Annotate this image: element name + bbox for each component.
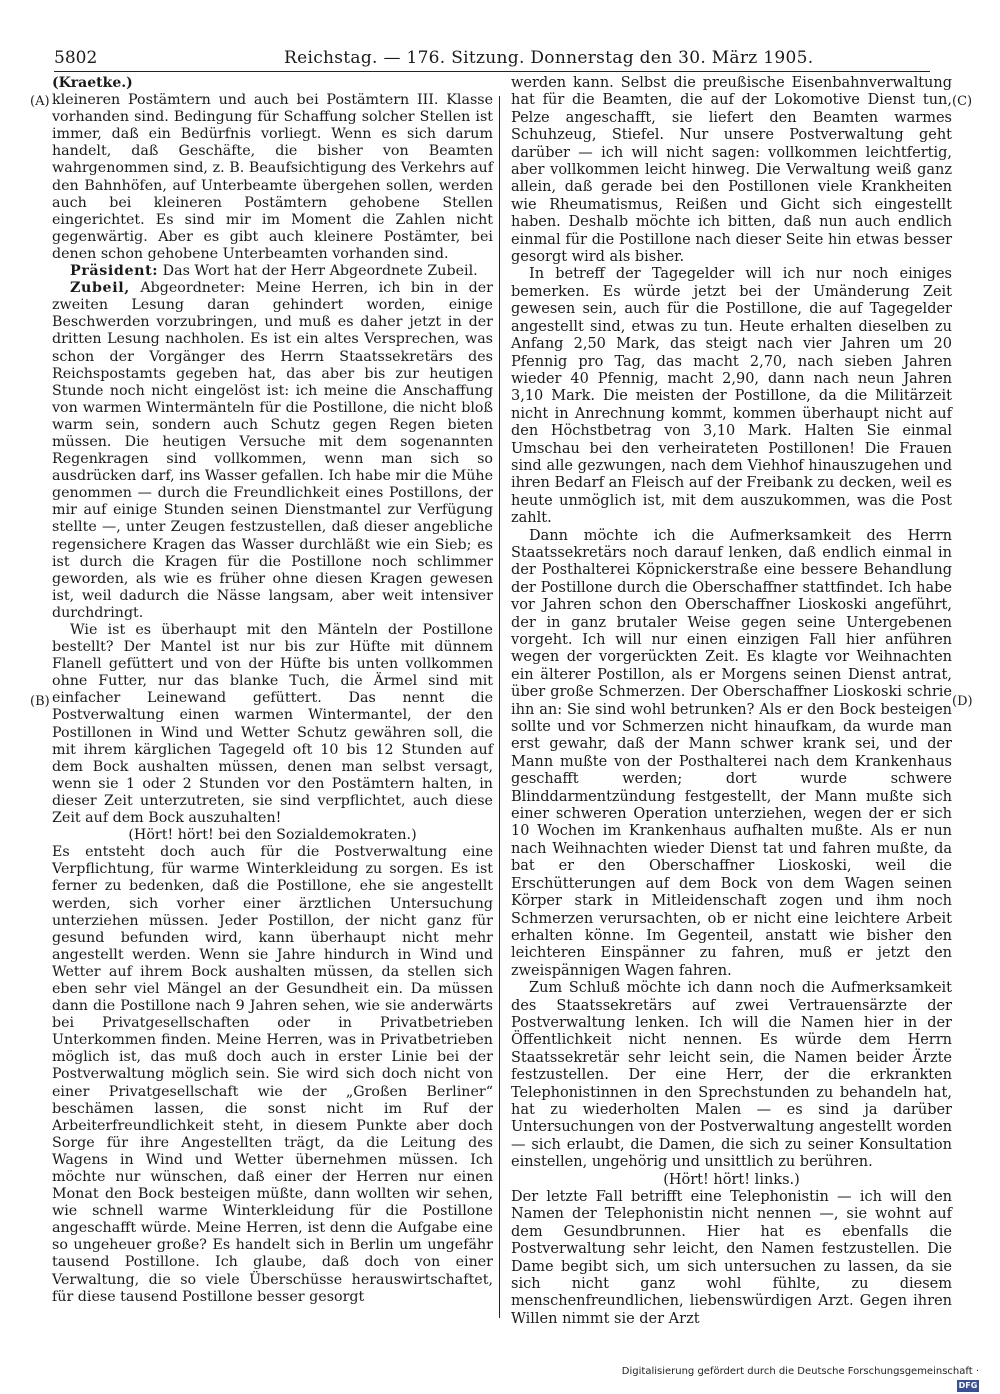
paragraph: Zum Schluß möchte ich dann noch die Aufmerksamkeit des Staatssekretärs auf zwei Vertrauensärzte der Postverwaltung lenken. Ich will die Namen hier in der Öffentlichkeit nicht nennen. Es würde dem Herrn Staatssekretär sehr leicht sein, die Namen beider Ärzte festzustellen. Der eine Herr, der die erkrankten Telephonistinnen in den Sprechstunden zu behandeln hat, hat zu wiederholten Malen — es sind ja darüber Untersuchungen von der Postverwaltung angestellt worden — sich erlaubt, die Damen, die sich zu seiner Konsultation einstellen, ungehörig und unsittlich zu berühren. [511,980,952,1171]
margin-mark-c: (C) [952,94,973,109]
paragraph-text: Das Wort hat der Herr Abgeordnete Zubeil. [158,263,478,280]
page-header [54,46,930,70]
speaker-name: Präsident: [70,263,159,280]
left-column [52,75,493,1306]
paragraph: Dann möchte ich die Aufmerksamkeit des Herrn Staatssekretärs noch darauf lenken, daß endlich einmal in der Posthalterei Köpnickerstraße eine bessere Behandlung der Postillone durch die Oberschaffner stattfindet. Ich habe vor Jahren schon den Oberschaffner Lioskoski angeführt, der in ganz brutaler Weise gegen seine Untergebenen vorgeht. Ich will nur einen einzigen Fall hier anführen wegen der vorgerückten Zeit. Es klagte vor Weihnachten ein älterer Postillon, als er Morgens seinen Dienst antrat, über große Schmerzen. Der Oberschaffner Lioskoski schrie ihn an: Sie sind wohl betrunken? Als er den Bock besteigen sollte und vor Schmerzen nicht hinaufkam, da wurde man erst gewahr, daß der Mann schwer krank sei, und der Mann mußte von der Posthalterei nach dem Krankenhaus geschafft werden; dort wurde schwere Blinddarmentzündung festgestellt, der Mann mußte sich einer schweren Operation unterziehen, wegen der er sich 10 Wochen im Krankenhaus aufhalten mußte. Als er nun nach Weihnachten wieder Dienst tat und fahren mußte, da bat er den Oberschaffner Lioskoski, weil die Erschütterungen auf dem Bock von dem Wagen seinen Körper stark in Mitleidenschaft zogen und ihm noch Schmerzen verursachten, ob er nicht eine leichtere Arbeit erhalten könne. Im Gegenteil, anstatt wie bisher den leichteren Einspänner zu fahren, muß er jetzt den zweispännigen Wagen fahren. [511,527,952,979]
header-rule [54,71,930,72]
paragraph [52,263,493,280]
paragraph-text: Abgeordneter: Meine Herren, ich bin in der zweiten Lesung daran gehindert worden, einige Beschwerden vorzubringen, und muß es daher jetzt in der dritten Lesung nachholen. Es ist ein altes Versprechen, was schon der Vorgänger des Herrn Staatssekretärs des Reichspostamts gegeben hat, das aber bis zur heutigen Stunde noch nicht eingelöst ist: ich meine die Anschaffung von warmen Wintermänteln für die Postillone, die nicht bloß warm sein, sondern auch Schutz gegen Regen bieten müssen. Die heutigen Versuche mit dem sogenannten Regenkragen sind vollkommen, wenn man sich so ausdrücken darf, ins Wasser gefallen. Ich habe mir die Mühe genommen — durch die Freundlichkeit eines Postillons, der mir auf einige Stunden seinen Dienstmantel zur Verfügung stellte —, unter Zeugen festzustellen, daß dieser angebliche regensichere Kragen das Wasser durchläßt wie ein Sieb; es ist durch die Kragen für die Postillone noch schlimmer geworden, als wie es früher ohne diesen Kragen gewesen ist, weil dadurch die Nässe langsam, aber weit intensiver durchdringt. [52,280,493,621]
paragraph [52,280,493,622]
dfg-logo-icon: DFG [958,1381,978,1390]
margin-mark-a: (A) [30,94,50,109]
speaker-label: (Kraetke.) [52,75,133,91]
interjection: (Hört! hört! links.) [663,1171,800,1188]
right-column [511,75,952,1328]
footer-credit: Digitalisierung gefördert durch die Deutsche Forschungsgemeinschaft · [621,1366,979,1377]
page-number: 5802 [54,48,98,68]
footer [609,1365,979,1390]
paragraph: In betreff der Tagegelder will ich nur noch einiges bemerken. Es würde jetzt bei der Umänderung Zeit gewesen sein, auch für die Postillone, die auf Tagegelder angestellt sind, etwas zu tun. Heute erhalten dieselben zu Anfang 2,50 Mark, das steigt nach vier Jahren um 20 Pfennig pro Tag, das macht 2,70, nach sieben Jahren wieder 40 Pfennig, macht 2,90, dann nach neun Jahren 3,10 Mark. Die meisten der Postillone, da die Militärzeit nicht in Anrechnung kommt, kommen überhaupt nicht auf den Höchstbetrag von 3,10 Mark. Halten Sie einmal Umschau bei den verheirateten Postillonen! Die Frauen sind alle gezwungen, nach dem Viehhof hinauszugehen und ihren Bedarf an Fleisch auf der Freibank zu decken, weil es heute unmöglich ist, mit dem auszukommen, was die Post zahlt. [511,266,952,527]
margin-mark-d: (D) [952,694,973,709]
running-title: Reichstag. — 176. Sitzung. Donnerstag den 30. März 1905. [284,48,814,68]
margin-mark-b: (B) [30,694,50,709]
column-divider [499,96,500,1318]
paragraph: Es entsteht doch auch für die Postverwaltung eine Verpflichtung, für warme Winterkleidung zu sorgen. Es ist ferner zu bedenken, daß die Postillone, ehe sie angestellt werden, sich vorher einer ärztlichen Untersuchung unterziehen müssen. Jeder Postillon, der nicht ganz für gesund befunden wird, kann überhaupt nicht mehr angestellt werden. Wenn sie Jahre hindurch in Wind und Wetter auf ihrem Bock aushalten müssen, da stellen sich eben sehr viel Mängel an der Gesundheit ein. Da müssen dann die Postillone nach 9 Jahren sehen, wie sie anderwärts bei Privatgesellschaften oder in Privatbetrieben Unterkommen finden. Meine Herren, was in Privatbetrieben möglich ist, das muß doch auch in erster Linie bei der Postverwaltung möglich sein. Sie wird sich doch nicht von einer Privatgesellschaft wie der „Großen Berliner“ beschämen lassen, die sonst nicht im Ruf der Arbeiterfreundlichkeit steht, in diesem Punkte aber doch Sorge für ihre Angestellten trägt, da die Leitung des Wagens in Wind und Wetter übernehmen müssen. Ich möchte nur wünschen, daß einer der Herren nur einen Monat den Bock besteigen müßte, dann wollten wir sehen, wie schnell warme Winterkleidung für die Postillone angeschafft würde. Meine Herren, ist denn die Aufgabe eine so ungeheuer große? Es handelt sich in Berlin um ungefähr tausend Postillone. Ich glaube, daß doch von einer Verwaltung, die so viele Überschüsse herauswirtschaftet, für diese tausend Postillone besser gesorgt [52,844,493,1305]
paragraph: werden kann. Selbst die preußische Eisenbahnverwaltung hat für die Beamten, die auf der Lokomotive Dienst tun, Pelze angeschafft, sie liefert den Beamten warmes Schuhzeug, Stiefel. Nur unsere Postverwaltung geht darüber — ich will nicht sagen: vollkommen leichtfertig, aber vollkommen leicht hinweg. Die Verwaltung weiß ganz allein, daß gerade bei den Postillonen viele Krankheiten wie Rheumatismus, Reißen und Gicht sich eingestellt haben. Deshalb möchte ich bitten, daß nun auch endlich einmal für die Postillone nach dieser Seite hin etwas besser gesorgt wird als bisher. [511,75,952,266]
paragraph: kleineren Postämtern und auch bei Postämtern III. Klasse vorhanden sind. Bedingung für Schaffung solcher Stellen ist immer, daß ein Bedürfnis vorliegt. Wenn es sich darum handelt, daß Geschäfte, die bisher von Beamten wahrgenommen sind, z. B. Beaufsichtigung des Verkehrs auf den Bahnhöfen, auf Unterbeamte übergehen sollen, werden auch bei kleineren Postämtern gehobene Stellen eingerichtet. Es sind mir im Moment die Zahlen nicht gegenwärtig. Aber es gibt auch kleinere Postämter, bei denen schon gehobene Unterbeamten vorhanden sind. [52,92,493,262]
interjection: (Hört! hört! bei den Sozialdemokraten.) [128,827,417,844]
paragraph: Der letzte Fall betrifft eine Telephonistin — ich will den Namen der Telephonistin nicht nennen —, sie wohnt auf dem Gesundbrunnen. Hier hat es ebenfalls die Postverwaltung sehr leicht, den Namen festzustellen. Die Dame begibt sich, um sich untersuchen zu lassen, da sie sich nicht ganz wohl fühlte, zu diesem menschenfreundlichen, liebenswürdigen Arzt. Gegen ihren Willen nimmt sie der Arzt [511,1189,952,1327]
paragraph: Wie ist es überhaupt mit den Mänteln der Postillone bestellt? Der Mantel ist nur bis zur Hüfte mit dünnem Flanell gefüttert und von der Hüfte bis unten vollkommen ohne Futter, nur das blanke Tuch, die Ärmel sind mit einfacher Leinewand gefüttert. Das nennt die Postverwaltung einen warmen Wintermantel, der den Postillonen in Wind und Wetter Schutz gewähren soll, die mit ihrem kärglichen Tagegeld oft 10 bis 12 Stunden auf dem Bock aushalten müssen, denen man selbst versagt, wenn sie 1 oder 2 Stunden vor den Postämtern halten, in dieser Zeit unterzutreten, sie sind verpflichtet, auch diese Zeit auf dem Bock auszuhalten! [52,622,493,827]
speaker-name: Zubeil, [70,280,130,297]
